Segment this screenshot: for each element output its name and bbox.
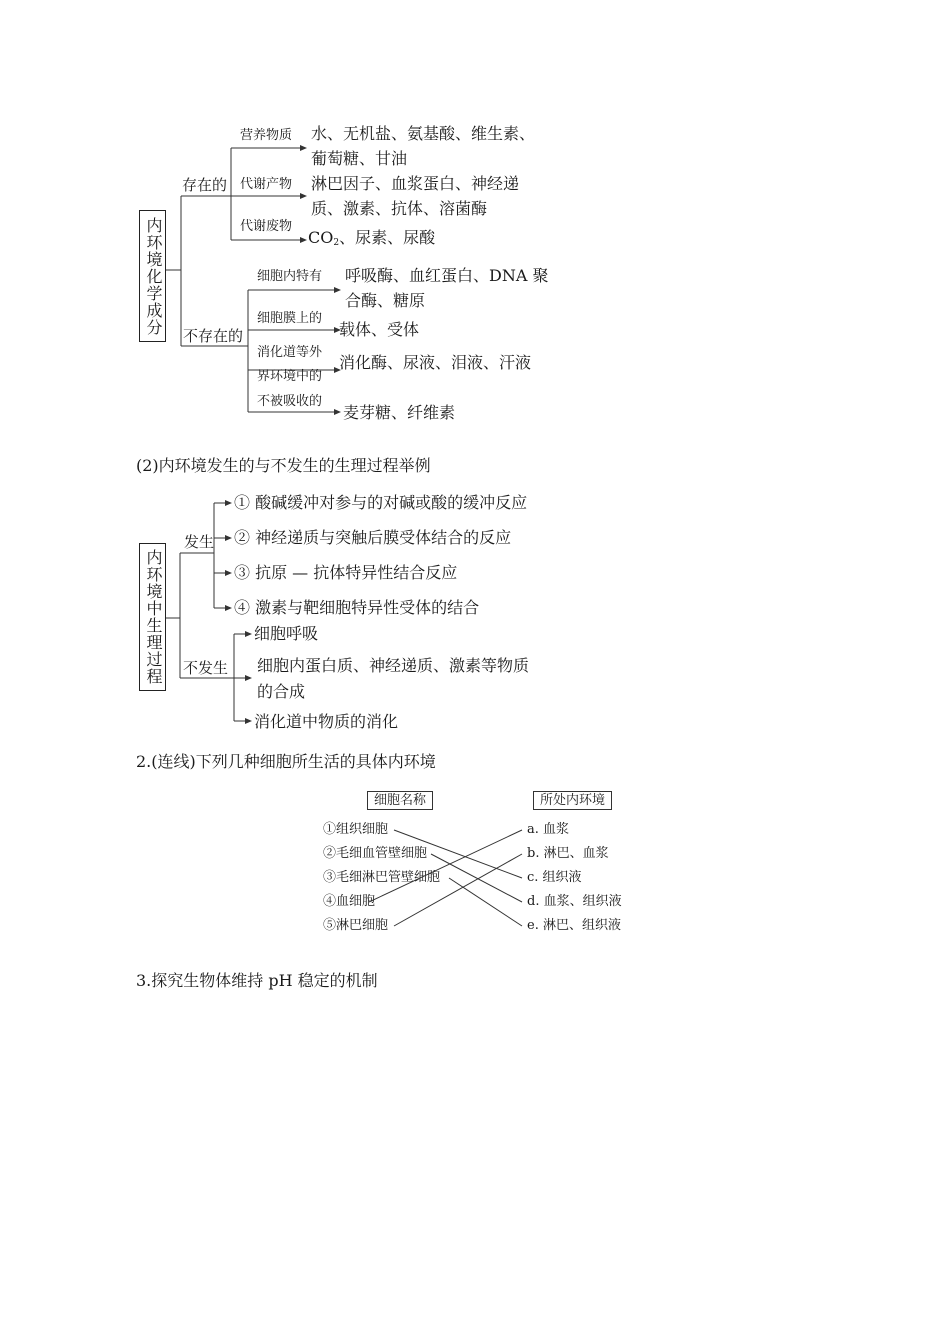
not-occur-item-2-cont: 的合成 (257, 682, 306, 701)
co2-text: CO (308, 228, 334, 247)
not-exist-text-intracellular-2: 合酶、糖原 (345, 291, 426, 310)
cell-item-5: ⑤淋巴细胞 (323, 918, 389, 933)
not-occur-branch-label: 不发生 (183, 659, 229, 677)
exist-label-nutrients: 营养物质 (240, 128, 293, 143)
not-exist-text-external: 消化酶、尿液、泪液、汗液 (339, 353, 532, 372)
exist-text-metabolites-1: 淋巴因子、血浆蛋白、神经递 (311, 174, 520, 193)
diagram1-root-label: 内环境化学成分 (144, 216, 163, 336)
co2-subscript: 2 (333, 238, 340, 248)
exist-label-metabolites: 代谢产物 (240, 177, 293, 192)
env-item-a: a. 血浆 (527, 822, 570, 837)
wastes-rest: 、尿素、尿酸 (339, 228, 436, 247)
occur-item-3: ③ 抗原 — 抗体特异性结合反应 (234, 563, 458, 582)
left-header-label: 细胞名称 (374, 793, 427, 808)
not-exist-branch-label: 不存在的 (183, 327, 244, 345)
not-exist-label-intracellular: 细胞内特有 (257, 269, 323, 284)
match-line-4-a (369, 830, 522, 902)
occur-branch-label: 发生 (184, 533, 215, 551)
not-occur-item-1: 细胞呼吸 (254, 624, 319, 643)
not-occur-item-2: 细胞内蛋白质、神经递质、激素等物质 (257, 656, 530, 675)
right-header-label: 所处内环境 (540, 793, 606, 808)
not-occur-item-3: 消化道中物质的消化 (254, 712, 399, 731)
question3-title: 3.探究生物体维持 pH 稳定的机制 (136, 971, 378, 990)
cell-item-1: ①组织细胞 (323, 822, 389, 837)
exist-text-metabolites-2: 质、激素、抗体、溶菌酶 (311, 199, 488, 218)
not-exist-label-external-2: 界环境中的 (257, 369, 323, 384)
not-exist-label-external-1: 消化道等外 (257, 345, 323, 360)
not-exist-text-membrane: 载体、受体 (339, 320, 420, 339)
match-line-3-e (449, 878, 522, 926)
not-exist-label-unabsorbed: 不被吸收的 (257, 394, 323, 409)
exist-label-wastes: 代谢废物 (240, 219, 293, 234)
exist-text-nutrients-1: 水、无机盐、氨基酸、维生素、 (311, 124, 536, 143)
not-exist-text-intracellular-1: 呼吸酶、血红蛋白、DNA 聚 (345, 266, 549, 285)
occur-item-4: ④ 激素与靶细胞特异性受体的结合 (234, 598, 480, 617)
match-line-1-c (394, 830, 522, 878)
exist-branch-label: 存在的 (182, 176, 228, 194)
env-item-c: c. 组织液 (527, 870, 582, 885)
question2-title: 2.(连线)下列几种细胞所生活的具体内环境 (136, 752, 436, 771)
not-exist-text-unabsorbed: 麦芽糖、纤维素 (343, 403, 456, 422)
env-item-e: e. 淋巴、组织液 (527, 918, 621, 933)
match-line-5-b (394, 854, 522, 926)
section2-title: (2)内环境发生的与不发生的生理过程举例 (136, 456, 431, 475)
diagram2-root-label: 内环境中生理过程 (144, 549, 163, 685)
occur-item-2: ② 神经递质与突触后膜受体结合的反应 (234, 528, 512, 547)
not-exist-label-membrane: 细胞膜上的 (257, 311, 323, 326)
env-item-b: b. 淋巴、血浆 (527, 846, 609, 861)
cell-item-4: ④血细胞 (323, 894, 376, 909)
env-item-d: d. 血浆、组织液 (527, 894, 622, 909)
exist-text-nutrients-2: 葡萄糖、甘油 (311, 149, 408, 168)
occur-item-1: ① 酸碱缓冲对参与的对碱或酸的缓冲反应 (234, 493, 528, 512)
cell-item-3: ③毛细淋巴管壁细胞 (323, 870, 441, 885)
cell-item-2: ②毛细血管壁细胞 (323, 846, 428, 861)
